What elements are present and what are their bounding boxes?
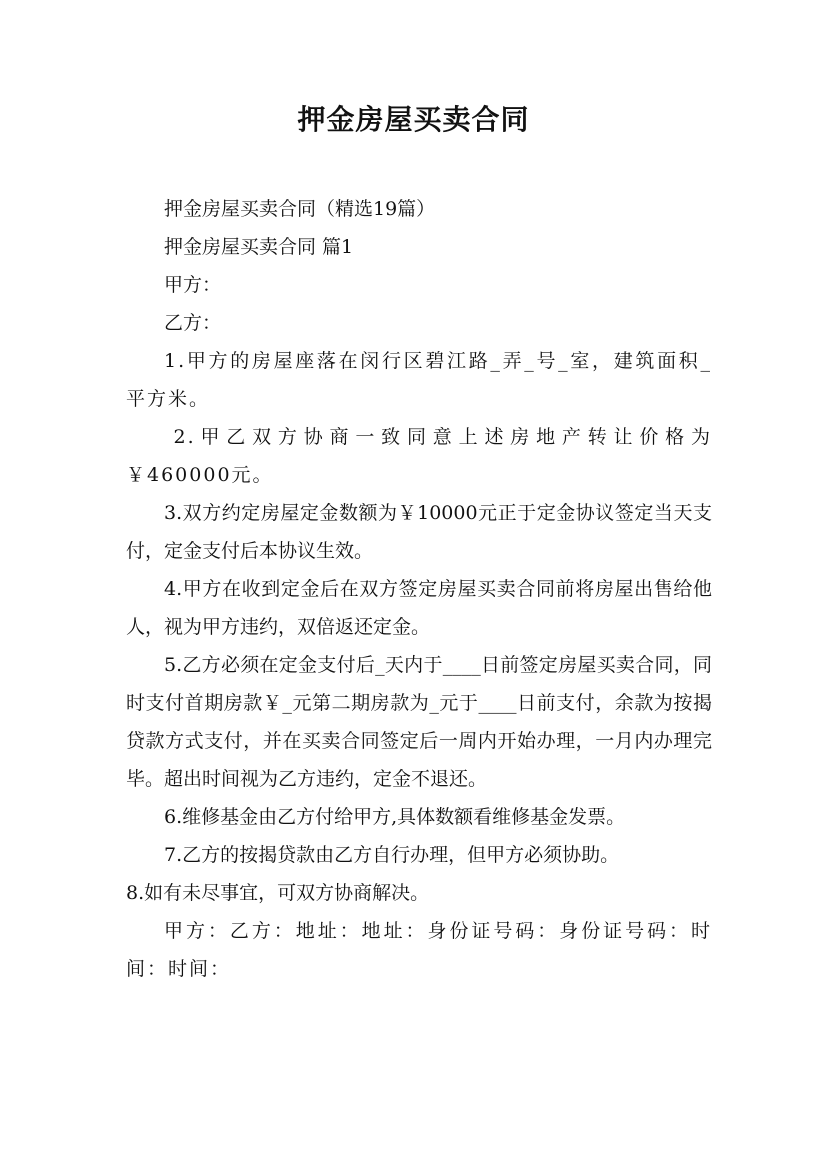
clause-6: 6.维修基金由乙方付给甲方,具体数额看维修基金发票。 <box>164 806 626 828</box>
party-b-line: 乙方： <box>164 312 222 334</box>
document-title: 押金房屋买卖合同 <box>297 103 530 136</box>
clause-8: 8.如有未尽事宜，可双方协商解决。 <box>126 882 430 904</box>
section-heading: 押金房屋买卖合同 篇1 <box>164 236 354 258</box>
party-a-line: 甲方： <box>164 274 222 296</box>
signature-block: 甲方：乙方：地址：地址：身份证号码：身份证号码：时间：时间： <box>126 920 712 980</box>
clause-2: 2.甲乙双方协商一致同意上述房地产转让价格为￥460000元。 <box>126 426 712 486</box>
clause-3: 3.双方约定房屋定金数额为￥10000元正于定金协议签定当天支付，定金支付后本协议生效。 <box>126 502 712 562</box>
clause-7: 7.乙方的按揭贷款由乙方自行办理，但甲方必须协助。 <box>164 844 620 866</box>
subtitle-line: 押金房屋买卖合同（精选19篇） <box>164 198 436 220</box>
clause-1: 1.甲方的房屋座落在闵行区碧江路_弄_号_室，建筑面积_平方米。 <box>126 350 712 410</box>
document-body <box>126 190 712 988</box>
clause-4: 4.甲方在收到定金后在双方签定房屋买卖合同前将房屋出售给他人，视为甲方违约，双倍返还定金。 <box>126 578 712 638</box>
clause-5: 5.乙方必须在定金支付后_天内于____日前签定房屋买卖合同，同时支付首期房款￥_元第二期房款为_元于____日前支付，余款为按揭贷款方式支付，并在买卖合同签定后一周内开始办理，一月内办理完毕。超出时间视为乙方违约，定金不退还。 <box>126 654 712 790</box>
